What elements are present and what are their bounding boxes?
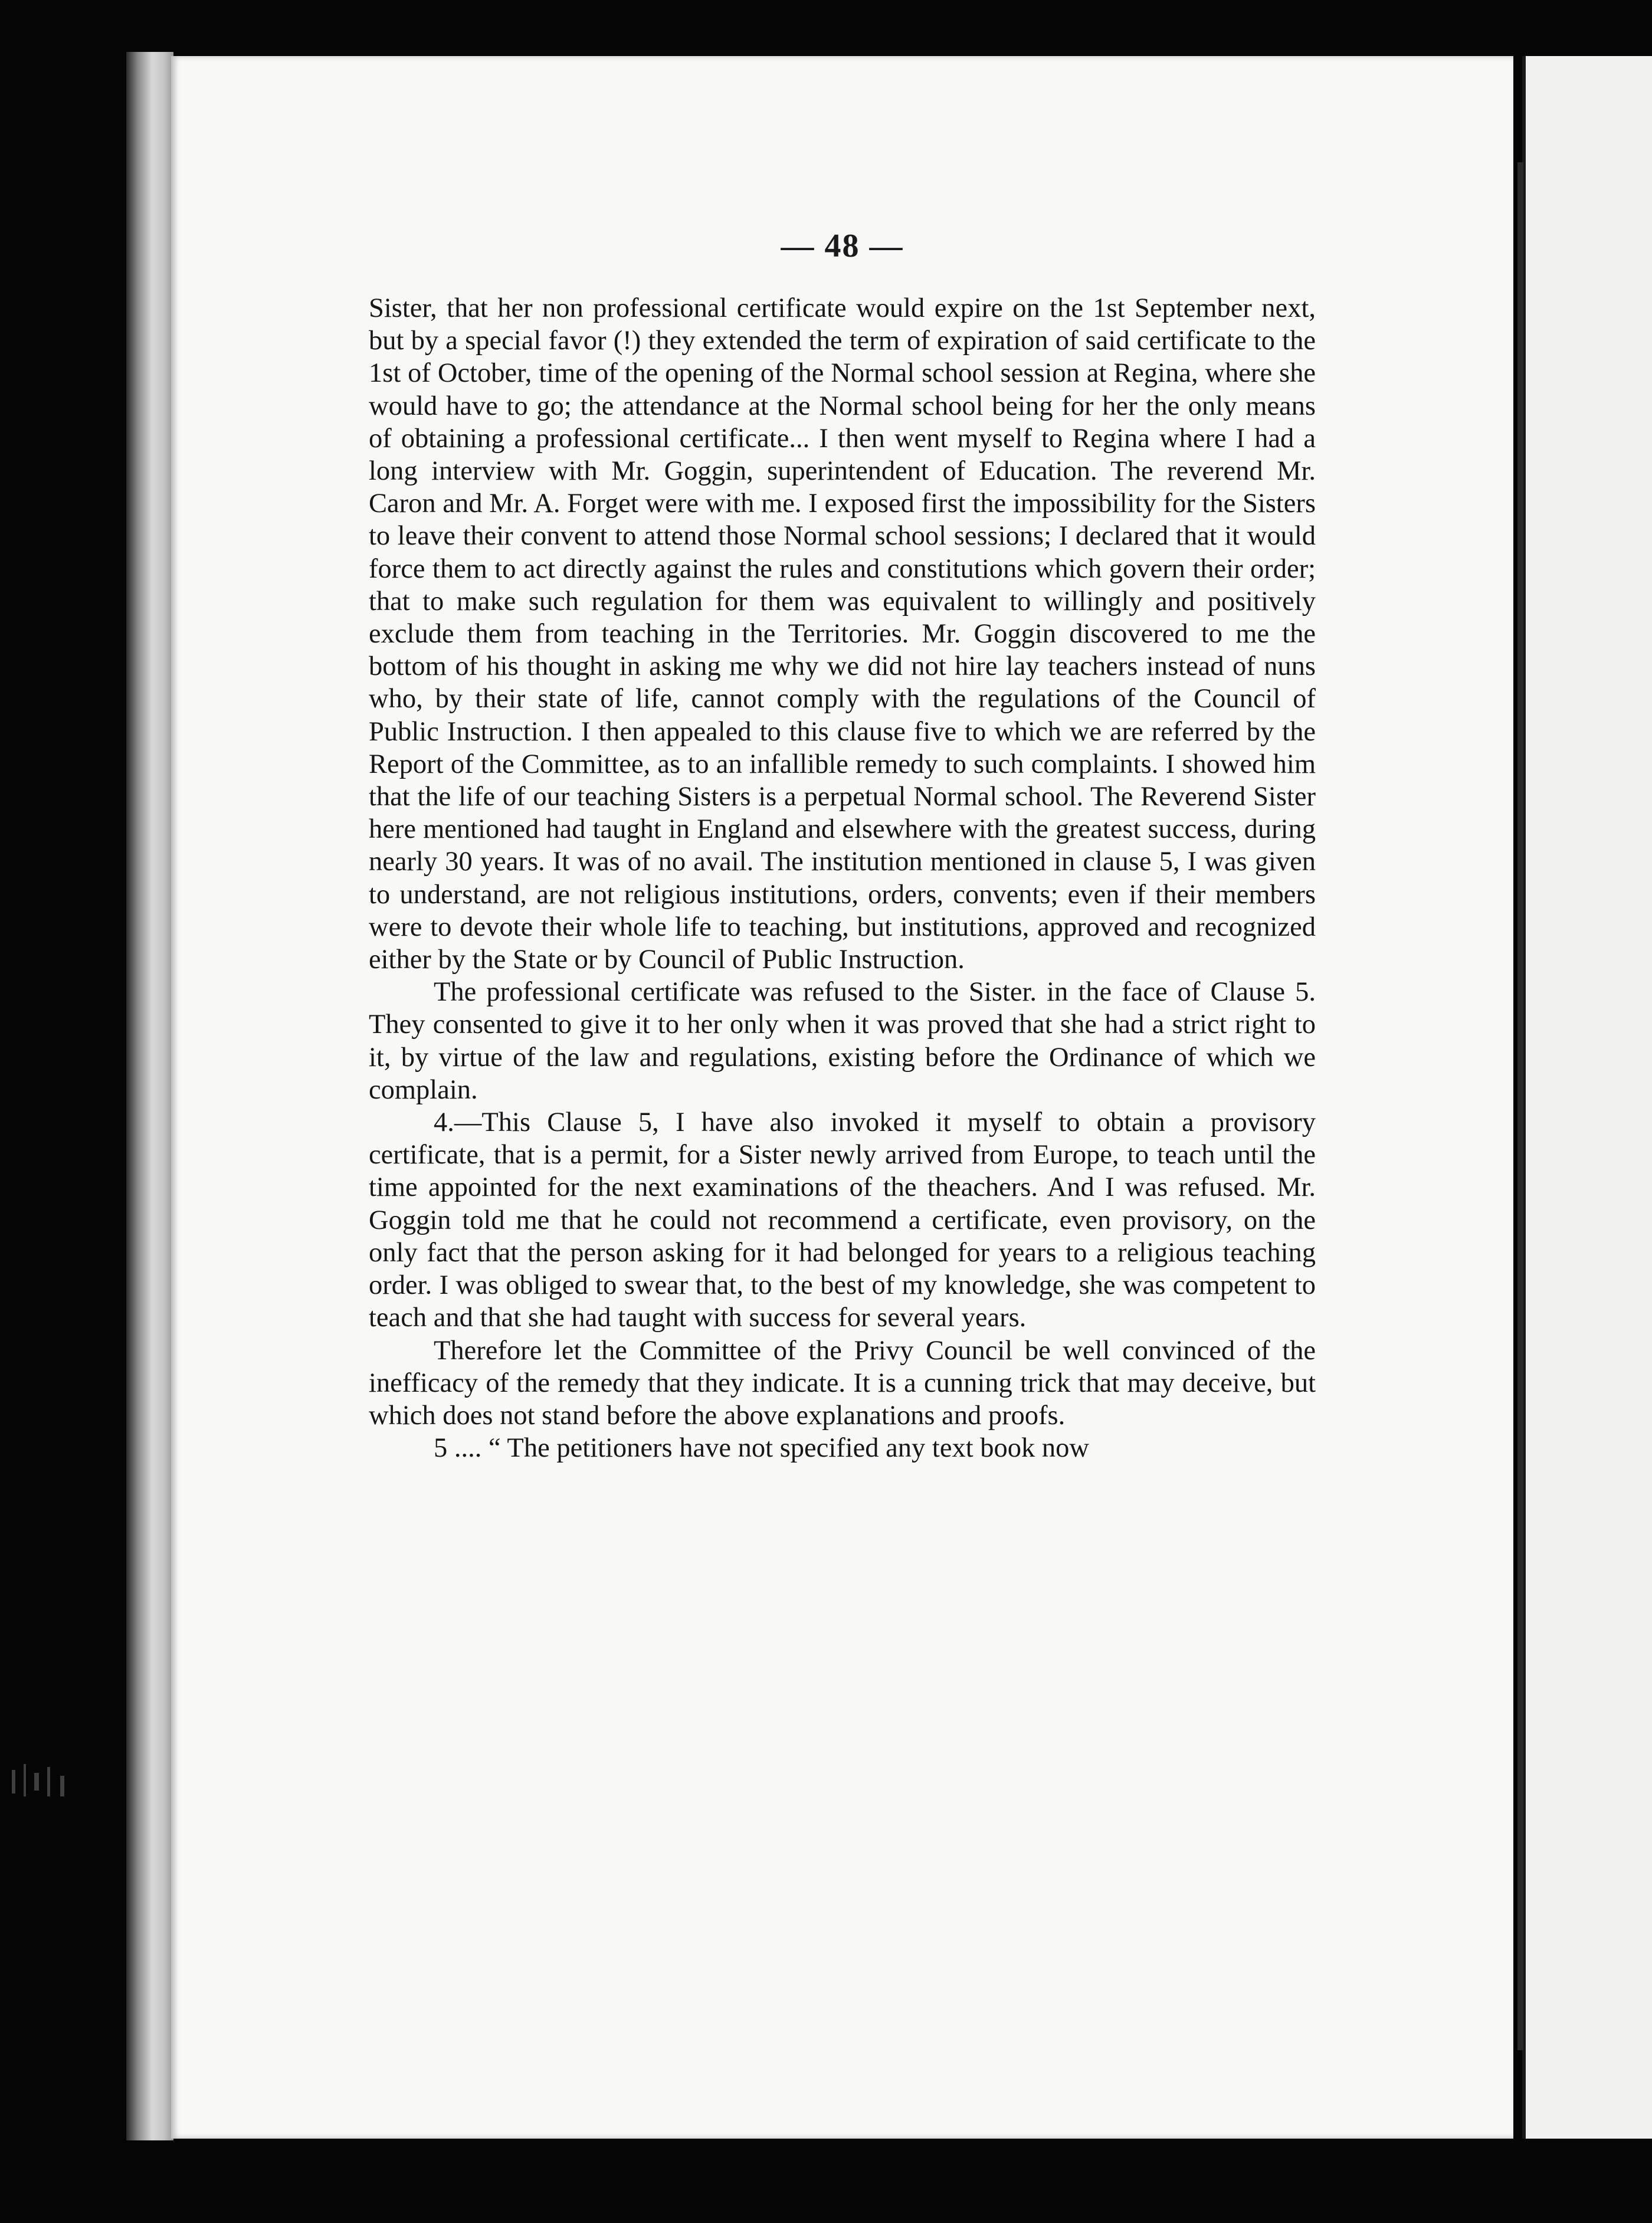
book-binding-gutter bbox=[126, 52, 173, 2140]
facing-page-edge bbox=[1522, 56, 1652, 2139]
paragraph: 5 .... “ The petitioners have not specified any text book now bbox=[434, 1433, 1089, 1464]
scan-artifact bbox=[6, 1758, 88, 1811]
paragraph: Sister, that her non professional certificate would expire on the 1st September next, but by a special favor (!) they extended the term of expiration of said certificate to the 1st of October, time of the opening of the Normal school session at Regina, where she would have to go; the attendance at the Normal school being for her the only means of obtaining a professional certificate... I then went myself to Regina where I had a long interview with Mr. Goggin, superintendent of Education. The reverend Mr. Caron and Mr. A. Forget were with me. I exposed first the impossibility for the Sisters to leave their convent to attend those Normal school sessions; I declared that it would force them to act directly against the rules and constitutions which govern their order; that to make such regulation for them was equivalent to willingly and positively exclude them from teaching in the Territories. Mr. Goggin discovered to me the bottom of his thought in asking me why we did not hire lay teachers instead of nuns who, by their state of life, cannot comply with the regulations of the Council of Public Instruction. I then appealed to this clause five to which we are referred by the Report of the Committee, as to an infallible remedy to such complaints. I showed him that the life of our teaching Sisters is a perpetual Normal school. The Reverend Sister here mentioned had taught in England and elsewhere with the greatest success, during nearly 30 years. It was of no avail. The institution mentioned in clause 5, I was given to understand, are not religious institutions, orders, convents; even if their members were to devote their whole life to teaching, but institutions, approved and recognized either by the State or by Council of Public Instruction. bbox=[369, 293, 1316, 975]
body-text bbox=[369, 292, 1316, 1464]
paragraph: Therefore let the Committee of the Privy Council be well convinced of the inefficacy of the remedy that they indicate. It is a cunning trick that may deceive, but which does not stand before the above explanations and proofs. bbox=[369, 1335, 1316, 1431]
paragraph: The professional certificate was refused to the Sister. in the face of Clause 5. They consented to give it to her only when it was proved that she had a strict right to it, by virtue of the law and regulations, existing before the Ordinance of which we complain. bbox=[369, 977, 1316, 1105]
page-edge-shadow bbox=[1517, 162, 1523, 2050]
page-number: — 48 — bbox=[781, 228, 904, 264]
paragraph: 4.—This Clause 5, I have also invoked it myself to obtain a provisory certificate, that is a permit, for a Sister newly arrived from Europe, to teach until the time appointed for the next examinations of the theachers. And I was refused. Mr. Goggin told me that he could not recommend a certificate, even provisory, on the only fact that the person asking for it had belonged for years to a religious teaching order. I was obliged to swear that, to the best of my knowledge, she was competent to teach and that she had taught with success for several years. bbox=[369, 1107, 1316, 1333]
book-page bbox=[171, 56, 1513, 2139]
